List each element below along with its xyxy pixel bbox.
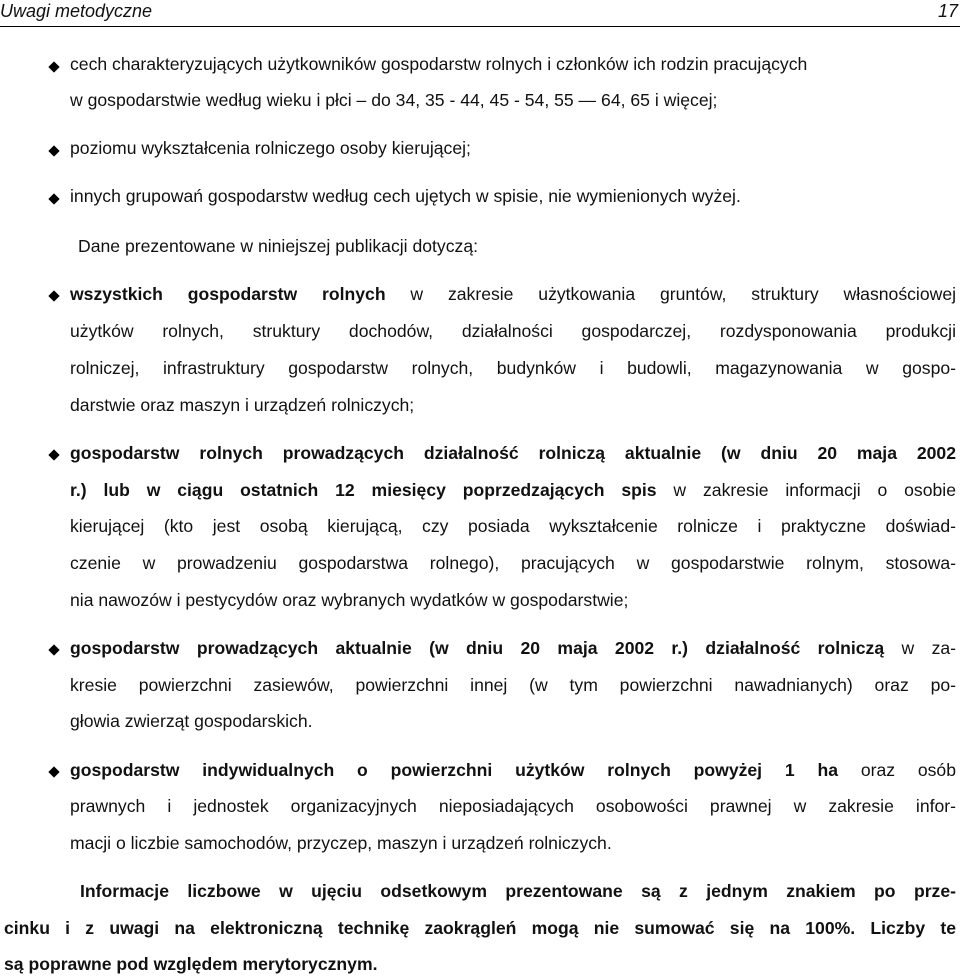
item-line: kresie powierzchni zasiewów, powierzchni innej (w tym powierzchni nawadnianych) oraz po-	[70, 675, 956, 695]
item-line	[70, 760, 956, 781]
bullet-icon	[48, 766, 59, 777]
item-bold-text: gospodarstw indywidualnych o powierzchni użytków rolnych powyżej 1 ha	[70, 760, 839, 780]
note-line	[80, 881, 956, 902]
page-number: 17	[937, 1, 958, 21]
item-line: rolniczej, infrastruktury gospodarstw rolnych, budynków i budowli, magazynowania w gospo-	[70, 358, 956, 378]
note-bold-text: cinku i z uwagi na elektroniczną technikę zaokrągleń mogą nie sumować się na 100%. Liczby te	[4, 918, 956, 938]
item-text: w zakresie informacji o osobie	[656, 480, 956, 500]
note-bold-text: są poprawne pod względem merytorycznym.	[4, 954, 378, 974]
bullet-icon	[48, 193, 59, 204]
list-item-line: poziomu wykształcenia rolniczego osoby kierującej;	[70, 138, 471, 158]
item-bold-text: r.) lub w ciągu ostatnich 12 miesięcy poprzedzających spis	[70, 480, 657, 500]
item-line: użytków rolnych, struktury dochodów, działalności gospodarczej, rozdysponowania produkcji	[70, 321, 956, 341]
page-header	[0, 0, 960, 27]
list-item-line: cech charakteryzujących użytkowników gospodarstw rolnych i członków ich rodzin pracujących	[70, 54, 808, 74]
item-bold-text: gospodarstw rolnych prowadzących działalność rolniczą aktualnie (w dniu 20 maja 2002	[70, 443, 956, 463]
list-item-line: w gospodarstwie według wieku i płci – do 34, 35 - 44, 45 - 54, 55 — 64, 65 i więcej;	[70, 90, 718, 110]
item-line: kierującej (kto jest osobą kierującą, czy posiada wykształcenie rolnicze i praktyczne doświad-	[70, 516, 956, 536]
item-line: darstwie oraz maszyn i urządzeń rolniczych;	[70, 395, 415, 415]
item-line	[70, 284, 956, 305]
list-item-line: innych grupowań gospodarstw według cech ujętych w spisie, nie wymienionych wyżej.	[70, 186, 741, 206]
bullet-icon	[48, 644, 59, 655]
item-bold-text: gospodarstw prowadzących aktualnie (w dniu 20 maja 2002 r.)	[70, 638, 689, 658]
item-line: głowia zwierząt gospodarskich.	[70, 711, 313, 731]
item-text: oraz osób	[838, 760, 957, 780]
bullet-icon	[48, 449, 59, 460]
bullet-icon	[48, 290, 59, 301]
item-line	[70, 480, 956, 501]
item-line: nia nawozów i pestycydów oraz wybranych wydatków w gospodarstwie;	[70, 590, 629, 610]
item-text	[688, 638, 705, 658]
note-line	[4, 918, 956, 939]
item-line: prawnych i jednostek organizacyjnych nieposiadających osobowości prawnej w zakresie infor-	[70, 796, 956, 816]
item-line: czenie w prowadzeniu gospodarstwa rolnego), pracujących w gospodarstwie rolnym, stosowa-	[70, 553, 956, 573]
item-text: w zakresie użytkowania gruntów, struktury własnościowej	[385, 284, 957, 304]
bullet-icon	[48, 61, 59, 72]
item-bold-text: wszystkich gospodarstw rolnych	[70, 284, 386, 304]
note-line	[4, 954, 377, 975]
item-line: macji o liczbie samochodów, przyczep, maszyn i urządzeń rolniczych.	[70, 833, 612, 853]
note-bold-text: Informacje liczbowe w ujęciu odsetkowym prezentowane są z jednym znakiem po prze-	[80, 881, 956, 901]
item-line	[70, 638, 956, 659]
item-line	[70, 443, 956, 464]
section-title: Uwagi metodyczne	[0, 1, 153, 21]
bullet-icon	[48, 145, 59, 156]
item-bold-text: działalność rolniczą	[705, 638, 885, 658]
intro-paragraph: Dane prezentowane w niniejszej publikacji dotyczą:	[78, 236, 478, 256]
item-text: w za-	[884, 638, 957, 658]
